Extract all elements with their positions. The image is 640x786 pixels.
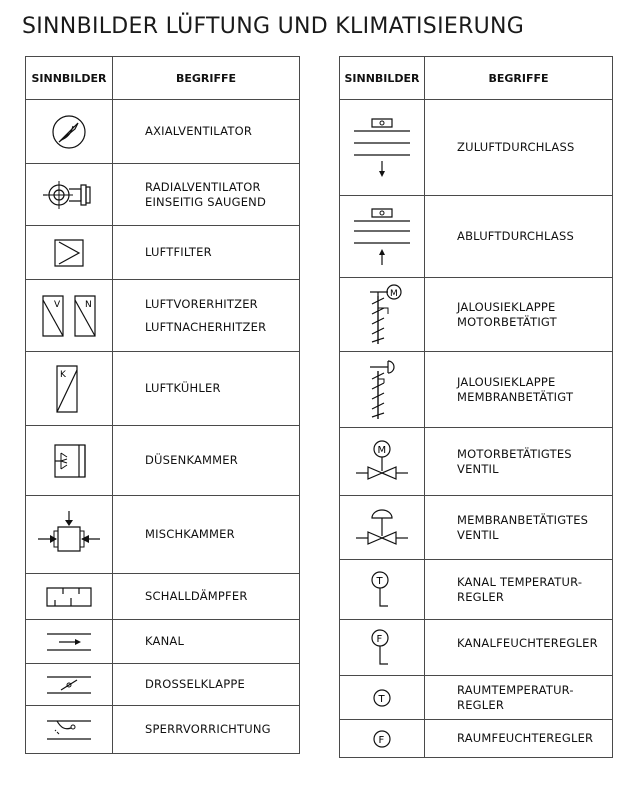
table-header-row bbox=[26, 57, 300, 100]
nozzle-chamber-icon bbox=[41, 441, 97, 481]
mark-v: V bbox=[54, 299, 61, 310]
table-row bbox=[340, 720, 613, 758]
term-louver-damper: JALOUSIEKLAPPE bbox=[457, 374, 556, 389]
term-radial-fan-1: RADIALVENTILATOR bbox=[145, 179, 261, 194]
table-row bbox=[26, 664, 300, 706]
table-row bbox=[340, 278, 613, 352]
term-air-cooler: LUFTKÜHLER bbox=[145, 381, 221, 395]
term-room-temperature: RAUMTEMPERATUR- bbox=[457, 682, 574, 697]
diaphragm-valve-icon bbox=[352, 504, 412, 552]
mark-n: N bbox=[85, 299, 92, 310]
room-temperature-controller-icon bbox=[362, 686, 402, 710]
table-row bbox=[340, 196, 613, 278]
table-row bbox=[340, 352, 613, 428]
term-motor-operated-valve: MOTORBETÄTIGTES bbox=[457, 446, 572, 461]
table-row bbox=[340, 428, 613, 496]
table-row bbox=[340, 100, 613, 196]
term-shutoff-device: SPERRVORRICHTUNG bbox=[145, 722, 271, 736]
mark-f: F bbox=[376, 633, 383, 645]
table-row bbox=[26, 706, 300, 754]
term-supply-air-outlet: ZULUFTDURCHLASS bbox=[457, 140, 575, 154]
table-row bbox=[340, 620, 613, 676]
table-row bbox=[340, 560, 613, 620]
mark-f: F bbox=[378, 734, 385, 746]
term-duct: KANAL bbox=[145, 634, 185, 648]
table-header-row bbox=[340, 57, 613, 100]
mark-m: M bbox=[390, 288, 398, 299]
term-room-humidity-controller: RAUMFEUCHTEREGLER bbox=[457, 731, 594, 745]
table-row bbox=[26, 620, 300, 664]
term-diaphragm-operated-valve: MEMBRANBETÄTIGTES bbox=[457, 512, 589, 527]
air-filter-icon bbox=[49, 236, 89, 270]
term-louver-damper: JALOUSIEKLAPPE bbox=[457, 299, 556, 314]
motor-louver-damper-icon bbox=[354, 282, 410, 348]
term-air-preheater: LUFTVORERHITZER bbox=[145, 296, 258, 311]
supply-air-outlet-icon bbox=[350, 113, 414, 183]
term-controller: REGLER bbox=[457, 589, 505, 604]
term-valve: VENTIL bbox=[457, 461, 499, 476]
term-silencer: SCHALLDÄMPFER bbox=[145, 589, 248, 603]
table-row bbox=[26, 426, 300, 496]
term-radial-fan-2: EINSEITIG SAUGEND bbox=[145, 194, 267, 209]
page-title: SINNBILDER LÜFTUNG UND KLIMATISIERUNG bbox=[22, 14, 525, 39]
silencer-icon bbox=[43, 584, 95, 610]
symbols-table-left bbox=[25, 56, 300, 754]
mark-m: M bbox=[377, 444, 387, 456]
table-row bbox=[26, 164, 300, 226]
motor-valve-icon bbox=[352, 437, 412, 487]
term-axial-fan: AXIALVENTILATOR bbox=[145, 124, 253, 138]
header-symbols: SINNBILDER bbox=[26, 57, 113, 100]
room-humidity-controller-icon bbox=[362, 727, 402, 751]
throttle-damper-icon bbox=[43, 672, 95, 698]
term-mixing-chamber: MISCHKAMMER bbox=[145, 527, 235, 541]
header-terms: BEGRIFFE bbox=[425, 57, 613, 100]
mark-t: T bbox=[376, 575, 383, 587]
shutoff-device-icon bbox=[43, 716, 95, 744]
table-row bbox=[340, 676, 613, 720]
duct-temperature-controller-icon bbox=[362, 566, 402, 614]
mixing-chamber-icon bbox=[34, 507, 104, 563]
header-terms: BEGRIFFE bbox=[113, 57, 300, 100]
table-row bbox=[26, 100, 300, 164]
term-nozzle-chamber: DÜSENKAMMER bbox=[145, 453, 238, 467]
duct-icon bbox=[43, 629, 95, 655]
exhaust-air-inlet-icon bbox=[350, 205, 414, 269]
symbols-table-right bbox=[339, 56, 613, 758]
air-heater-icon bbox=[37, 292, 101, 340]
term-throttle-damper: DROSSELKLAPPE bbox=[145, 677, 245, 691]
table-row bbox=[26, 352, 300, 426]
term-valve: VENTIL bbox=[457, 527, 499, 542]
term-air-filter: LUFTFILTER bbox=[145, 245, 212, 259]
term-exhaust-air-inlet: ABLUFTDURCHLASS bbox=[457, 229, 574, 243]
header-symbols: SINNBILDER bbox=[340, 57, 425, 100]
table-row bbox=[26, 226, 300, 280]
radial-fan-icon bbox=[39, 175, 99, 215]
table-row bbox=[26, 280, 300, 352]
table-row bbox=[26, 574, 300, 620]
mark-k: K bbox=[60, 369, 66, 380]
axial-fan-icon bbox=[49, 112, 89, 152]
term-motor-operated: MOTORBETÄTIGT bbox=[457, 314, 557, 329]
term-duct-humidity-controller: KANALFEUCHTEREGLER bbox=[457, 636, 598, 650]
diaphragm-louver-damper-icon bbox=[354, 357, 410, 423]
duct-humidity-controller-icon bbox=[362, 624, 402, 672]
table-row bbox=[26, 496, 300, 574]
term-controller: REGLER bbox=[457, 697, 505, 712]
term-air-reheater: LUFTNACHERHITZER bbox=[145, 319, 267, 334]
term-diaphragm-operated: MEMBRANBETÄTIGT bbox=[457, 389, 574, 404]
mark-t: T bbox=[378, 693, 385, 705]
term-duct-temperature: KANAL TEMPERATUR- bbox=[457, 574, 583, 589]
air-cooler-icon bbox=[49, 362, 89, 416]
table-row bbox=[340, 496, 613, 560]
